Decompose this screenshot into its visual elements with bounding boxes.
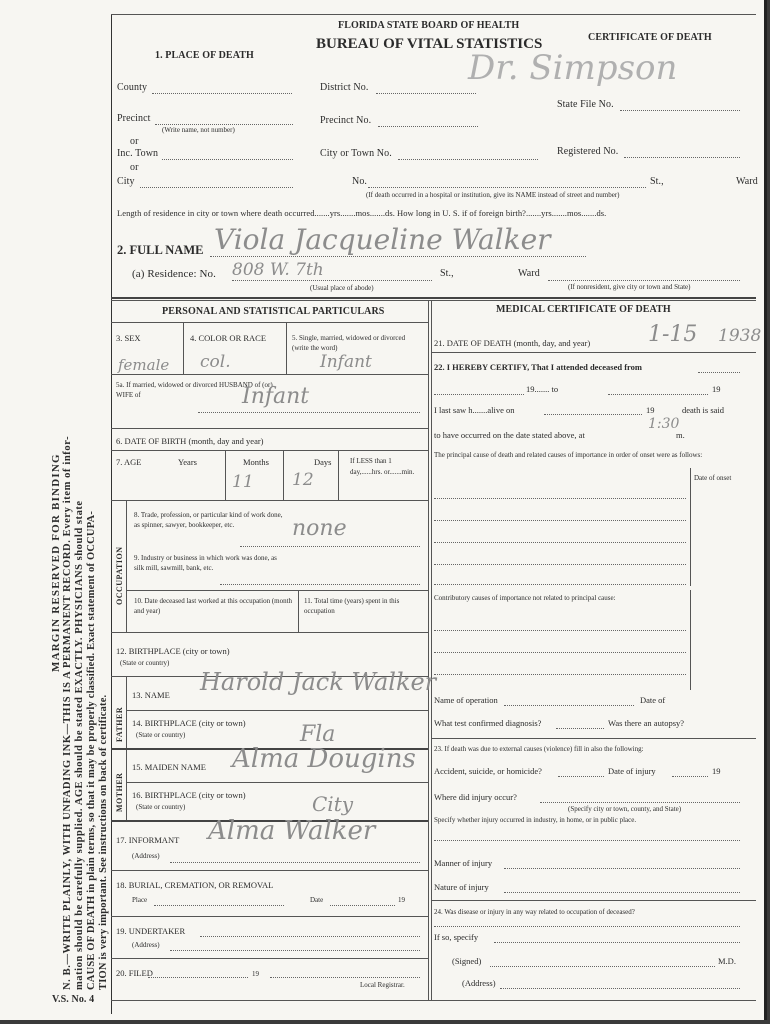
marital-value: Infant bbox=[320, 352, 372, 372]
instruction-line-4: TION is very important. See instructions on back of certificate. bbox=[98, 694, 109, 990]
precinct-no-label: Precinct No. bbox=[320, 115, 372, 126]
form-number: V.S. No. 4 bbox=[52, 994, 95, 1005]
death-year-value: 1938 bbox=[718, 326, 762, 346]
medical-section-title: MEDICAL CERTIFICATE OF DEATH bbox=[496, 304, 671, 315]
burial-place-label: Place bbox=[132, 896, 148, 904]
death-said-label: death is said bbox=[682, 405, 725, 415]
color-label: 4. COLOR OR RACE bbox=[190, 333, 267, 343]
last-worked-label: 10. Date deceased last worked at this occupation (month and year) bbox=[134, 597, 293, 615]
father-name-value: Harold Jack Walker bbox=[200, 668, 437, 696]
residence-length: Length of residence in city or town where death occurred.......yrs.......mos.......ds. How long in U. S. if of foreign birth?.......yrs.......mos.......ds. bbox=[117, 208, 607, 218]
district-label: District No. bbox=[320, 82, 369, 93]
burial-date-label: Date bbox=[310, 896, 324, 904]
mother-birthplace-label: 16. BIRTHPLACE (city or town) bbox=[132, 790, 246, 800]
color-value: col. bbox=[200, 352, 231, 372]
years-label: Years bbox=[178, 457, 197, 467]
instruction-line-2: mation should be carefully supplied. AGE should be stated EXACTLY. PHYSICIANS should state bbox=[74, 500, 85, 990]
city-label: City bbox=[117, 176, 135, 187]
date-of-death-value: 1-15 bbox=[648, 322, 698, 347]
occurred-label: to have occurred on the date stated above, at bbox=[434, 430, 585, 440]
contributory-label: Contributory causes of importance not related to principal cause: bbox=[434, 594, 616, 602]
margin-reserved-text: MARGIN RESERVED FOR BINDING bbox=[50, 453, 62, 672]
days-label: Days bbox=[314, 457, 332, 467]
precinct-hint: (Write name, not number) bbox=[162, 126, 235, 134]
mother-state-hint: (State or country) bbox=[136, 803, 186, 811]
hospital-note: (If death occurred in a hospital or institution, give its NAME instead of street and number) bbox=[366, 191, 620, 199]
certify-label: 22. I HEREBY CERTIFY, That I attended deceased from bbox=[434, 362, 642, 372]
undertaker-address-label: (Address) bbox=[132, 941, 160, 949]
manner-label: Manner of injury bbox=[434, 858, 493, 868]
operation-date-label: Date of bbox=[640, 695, 666, 705]
instruction-line-1: N. B.—WRITE PLAINLY, WITH UNFADING INK—THIS IS A PERMANENT RECORD. Every item of infor- bbox=[62, 435, 73, 990]
months-value: 11 bbox=[232, 472, 254, 492]
where-hint: (Specify city or town, county, and State) bbox=[568, 805, 682, 813]
industry-label: 9. Industry or business in which work was done, as silk mill, sawmill, bank, etc. bbox=[134, 554, 277, 572]
time-of-death-value: 1:30 bbox=[648, 416, 680, 432]
trade-label: 8. Trade, profession, or particular kind of work done, as spinner, sawyer, bookkeeper, etc. bbox=[134, 511, 283, 529]
birthplace-state-hint: (State or country) bbox=[120, 659, 170, 667]
burial-label: 18. BURIAL, CREMATION, OR REMOVAL bbox=[116, 880, 274, 890]
related-occupation-label: 24. Was disease or injury in any way related to occupation of deceased? bbox=[434, 908, 635, 916]
residence-ward-label: Ward bbox=[518, 268, 540, 279]
local-registrar-label: Local Registrar. bbox=[360, 981, 405, 989]
informant-address-label: (Address) bbox=[132, 852, 160, 860]
attended-year-label: 19 bbox=[712, 384, 721, 394]
injury-year-label: 19 bbox=[712, 766, 721, 776]
where-injury-label: Where did injury occur? bbox=[434, 792, 517, 802]
trade-value: none bbox=[292, 516, 347, 541]
instruction-line-3: CAUSE OF DEATH in plain terms, so that it may be properly classified. Exact statement of OCCUPA- bbox=[86, 510, 97, 990]
residence-st-label: St., bbox=[440, 268, 454, 279]
accident-label: Accident, suicide, or homicide? bbox=[434, 766, 542, 776]
or-text-2: or bbox=[130, 162, 139, 173]
age-label: 7. AGE bbox=[116, 457, 142, 467]
registrar-signature: Dr. Simpson bbox=[468, 48, 678, 88]
residence-hint: (Usual place of abode) bbox=[310, 284, 374, 292]
street-label: St., bbox=[650, 176, 664, 187]
undertaker-label: 19. UNDERTAKER bbox=[116, 926, 186, 936]
ward-label: Ward bbox=[736, 176, 758, 187]
residence-label: (a) Residence: No. bbox=[132, 268, 216, 280]
bureau-title: BUREAU OF VITAL STATISTICS bbox=[316, 36, 543, 52]
test-label: What test confirmed diagnosis? bbox=[434, 718, 542, 728]
frame-top bbox=[111, 14, 756, 15]
external-causes-label: 23. If death was due to external causes (violence) fill in also the following: bbox=[434, 745, 644, 753]
last-saw-label: I last saw h.......alive on bbox=[434, 405, 515, 415]
full-name-label: 2. FULL NAME bbox=[117, 243, 204, 257]
spouse-value: Infant bbox=[242, 384, 310, 409]
father-label: FATHER bbox=[115, 706, 124, 742]
informant-label: 17. INFORMANT bbox=[116, 835, 180, 845]
less-than-label: If LESS than 1 day,......hrs. or.......min. bbox=[350, 457, 415, 476]
personal-section-title: PERSONAL AND STATISTICAL PARTICULARS bbox=[162, 306, 385, 317]
father-name-label: 13. NAME bbox=[132, 690, 170, 700]
date-of-death-label: 21. DATE OF DEATH (month, day, and year) bbox=[434, 338, 591, 348]
father-birthplace-label: 14. BIRTHPLACE (city or town) bbox=[132, 718, 246, 728]
frame-left bbox=[111, 14, 112, 1014]
registered-no-label: Registered No. bbox=[557, 146, 619, 157]
burial-year-label: 19 bbox=[398, 896, 405, 904]
filed-year-label: 19 bbox=[252, 970, 259, 978]
if-so-label: If so, specify bbox=[434, 932, 479, 942]
city-town-no-label: City or Town No. bbox=[320, 148, 392, 159]
or-text-1: or bbox=[130, 136, 139, 147]
spouse-label: 5a. If married, widowed or divorced HUSBAND of (or) WIFE of bbox=[116, 381, 273, 399]
nature-label: Nature of injury bbox=[434, 882, 489, 892]
specify-injury-label: Specify whether injury occurred in industry, in home, or in public place. bbox=[434, 816, 637, 824]
mother-label: MOTHER bbox=[115, 772, 124, 812]
place-of-death-heading: 1. PLACE OF DEATH bbox=[155, 50, 254, 61]
father-state-hint: (State or country) bbox=[136, 731, 186, 739]
sex-value: female bbox=[118, 356, 170, 374]
maiden-name-label: 15. MAIDEN NAME bbox=[132, 762, 206, 772]
operation-label: Name of operation bbox=[434, 695, 498, 705]
certificate-title: CERTIFICATE OF DEATH bbox=[588, 32, 712, 43]
months-label: Months bbox=[243, 457, 269, 467]
principal-cause-label: The principal cause of death and related causes of importance in order of onset were as follows: bbox=[434, 451, 703, 459]
date-of-onset-label: Date of onset bbox=[694, 474, 732, 482]
inc-town-label: Inc. Town bbox=[117, 148, 159, 159]
last-saw-year-label: 19 bbox=[646, 405, 655, 415]
state-file-label: State File No. bbox=[557, 99, 614, 110]
total-time-label: 11. Total time (years) spent in this occupation bbox=[304, 597, 400, 615]
autopsy-label: Was there an autopsy? bbox=[608, 718, 685, 728]
attended-to-label: 19....... to bbox=[526, 384, 559, 394]
occupation-label: OCCUPATION bbox=[115, 546, 124, 605]
mother-birthplace-value: City bbox=[312, 792, 354, 816]
signed-label: (Signed) bbox=[452, 956, 482, 966]
nonresident-hint: (If nonresident, give city or town and State) bbox=[568, 283, 691, 291]
filed-label: 20. FILED bbox=[116, 968, 153, 978]
days-value: 12 bbox=[292, 470, 314, 490]
physician-address-label: (Address) bbox=[462, 978, 496, 988]
full-name-value: Viola Jacqueline Walker bbox=[214, 223, 551, 256]
sex-label: 3. SEX bbox=[116, 333, 141, 343]
residence-value: 808 W. 7th bbox=[232, 260, 324, 280]
m-label: m. bbox=[676, 430, 685, 440]
md-label: M.D. bbox=[718, 956, 736, 966]
informant-value: Alma Walker bbox=[208, 816, 376, 846]
board-title: FLORIDA STATE BOARD OF HEALTH bbox=[338, 20, 520, 31]
birthplace-label: 12. BIRTHPLACE (city or town) bbox=[116, 646, 230, 656]
county-label: County bbox=[117, 82, 148, 93]
maiden-name-value: Alma Dougins bbox=[232, 744, 416, 774]
dob-label: 6. DATE OF BIRTH (month, day and year) bbox=[116, 436, 264, 446]
father-birthplace-value: Fla bbox=[300, 722, 336, 747]
marital-label: 5. Single, married, widowed or divorced (write the word) bbox=[292, 334, 406, 352]
street-no-label: No. bbox=[352, 176, 368, 187]
injury-date-label: Date of injury bbox=[608, 766, 656, 776]
precinct-label: Precinct bbox=[117, 113, 151, 124]
